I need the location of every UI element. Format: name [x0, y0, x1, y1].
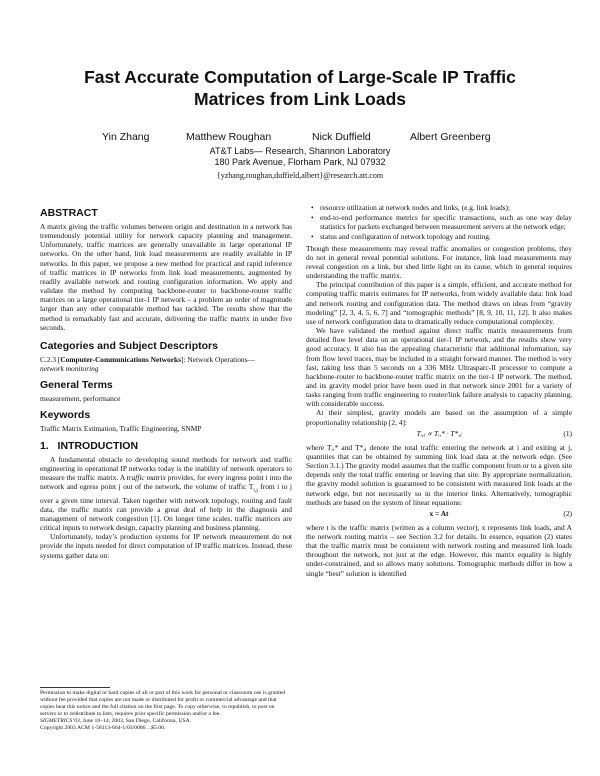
intro-title: INTRODUCTION [57, 439, 139, 452]
author-3: Nick Duffield [312, 131, 371, 143]
equation-1-expression: Tᵢ,ⱼ ∝ Tᵢ,* · T*,ⱼ [416, 428, 462, 438]
author-list [40, 131, 560, 147]
intro-p1-subscript: i,j [253, 487, 258, 494]
title-line-1: Fast Accurate Computation of Large-Scale IP Traffic [84, 67, 516, 87]
author-4: Albert Greenberg [410, 131, 491, 143]
list-item: • status and configuration of network topology and routing. [320, 232, 572, 241]
equation-2 [306, 509, 572, 521]
list-item: • end-to-end performance metrics for specific transactions, such as one way delay statistics for packets exchanged between measurement servers at the network edge; [320, 213, 572, 231]
left-column [40, 203, 292, 560]
body-paragraph-4: At their simplest, gravity models are based on the assumption of a simple proportionality relationship [2, 4]: [306, 408, 572, 427]
categories-rest: ]: Network Operations— [180, 354, 255, 364]
equation-1 [306, 429, 572, 441]
footnote-rule [40, 687, 110, 688]
intro-p1-part-b: provides, for every ingress point i into the network and egress point j out of the network, the volume of traffic T [40, 472, 292, 491]
intro-p1-part-a: A fundamental obstacle to developing sound methods for network and traffic engineering in operational IP networks today is the inability of network operators to measure the traffic matrix. A [40, 454, 292, 482]
equation-1-number: (1) [563, 428, 572, 438]
conference-line [40, 718, 290, 725]
list-item: • resource utilization at network nodes and links, (e.g. link loads); [320, 203, 572, 212]
body-paragraph-1: Though these measurements may reveal traffic anomalies or congestion problems, they do not in general reveal potential solutions. For instance, link load measurements may reveal congestion on a link, but shed little light on its cause, which in general requires understanding the traffic matrix. [306, 243, 572, 281]
affiliation-line-1: AT&T Labs— Research, Shannon Laboratory [209, 146, 391, 156]
abstract-text: A matrix giving the traffic volumes between origin and destination in a network has tremendously potential utility for network capacity planning and management. Unfortunately, traffic matrices are generally unavailable in large operational IP networks. On the other hand, link load measurements are readily available in IP networks. In this paper, we propose a new method for practical and rapid inference of traffic matrices in IP networks from link load measurements, augmented by readily available network and routing configuration information. We apply and validate the method by computing backbone-router to backbone-router traffic matrices on a large operational tier-1 IP network – a problem an order of magnitude larger than any other comparable method has tackled. The results show that the method is remarkably fast and accurate, delivering the traffic matrix in under five seconds. [40, 222, 292, 332]
body-paragraph-6: where t is the traffic matrix (written as a column vector), x represents link loads, and A the network routing matrix – see Section 3.2 for details. In essence, equation (2) states that the traffic matrix must be consistent with network routing and measured link loads throughout the network, not just at the edge. However, this matrix equality is highly under-constrained, and so allows many solutions. Tomographic methods differ in how a single “best” solution is identified [306, 522, 572, 578]
copyright-line: Copyright 2003 ACM 1-58113-664-1/03/0006 ...$5.00. [40, 725, 166, 731]
categories-heading: Categories and Subject Descriptors [40, 339, 218, 352]
permission-footnote [40, 690, 290, 732]
intro-p1-emphasis: traffic matrix [126, 472, 166, 482]
body-paragraph-2: The principal contribution of this paper is a simple, efficient, and accurate method for computing traffic matrix estimates for IP networks, from widely available data: link load and network routing and configuration data. The method draws on ideas from “gravity modeling” [2, 3, 4, 5, 6, 7] and “tomographic methods” [8, 9, 10, 11, 12]. It also makes use of network configuration data to dramatically reduce computational complexity. [306, 280, 572, 326]
keywords-text: Traffic Matrix Estimation, Traffic Engineering, SNMP [40, 424, 202, 434]
intro-heading [40, 440, 292, 453]
affiliation [120, 146, 480, 168]
permission-text: Permission to make digital or hard copies of all or part of this work for personal or classroom use is granted without fee provided that copies are not made or distributed for profit or commercial advantage and that copies bear this notice and the full citation on the first page. To copy otherwise, to republish, to post on servers or to redistribute to lists, requires prior specific permission and/or a fee. [40, 690, 286, 717]
keywords-heading: Keywords [40, 409, 91, 422]
measurement-list [306, 203, 572, 242]
author-emails: {yzhang,roughan,duffield,albert}@research.att.com [216, 171, 384, 180]
body-paragraph-3: We have validated the method against direct traffic matrix measurements from detailed flow level data on an operational tier-1 IP network, and the results show very good accuracy. It also has the appealing characteristic that additional information, say from flow level traces, may be included in a straight forward manner. The method is very fast, taking less than 5 seconds on a 336 MHz Ultrasparc-II processor to compute a backbone-router to backbone-router traffic matrix on the tier-1 IP network. The method, and its gravity model prior have been used in that network since 2001 for a variety of tasks ranging from traffic engineering to router/link failure analysis to capacity planning, with considerable success. [306, 326, 572, 409]
equation-2-expression: x = At [429, 508, 449, 518]
terms-text: measurement, performance [40, 394, 121, 404]
categories-text [40, 355, 292, 373]
title-line-2: Matrices from Link Loads [194, 89, 406, 109]
categories-code: C.2.3 [ [40, 354, 61, 364]
paper-title [40, 66, 560, 110]
conference-name: SIGMETRICS’03, [40, 718, 82, 724]
author-2: Matthew Roughan [186, 131, 272, 143]
intro-paragraph-1 [40, 455, 292, 533]
abstract-heading: ABSTRACT [40, 207, 98, 219]
intro-paragraph-2: Unfortunately, today’s production systems for IP network measurement do not provide the inputs needed for direct computation of IP traffic matrices. Instead, these systems gather data on: [40, 532, 292, 560]
body-paragraph-5: where Tᵢ,* and T*,ⱼ denote the total traffic entering the network at i and exiting at j, quantities that can be obtained by summing link load data at the network edge. (See Section 3.1.) The gravity model assumes that the traffic component from or to a given site depends only the total traffic entering or leaving that site. By appropriate normalization, the gravity model solution is guaranteed to be consistent with measured link loads at the network edge, but not necessarily so in the interior links. Alternatively, tomographic methods are based on the system of linear equations: [306, 442, 572, 507]
intro-p1-part-c: from i to j over a given time interval. Taken together with network topology, routing and fault data, the traffic matrix can provide a great deal of help in the diagnosis and management of network congestion [1]. On longer time scales, traffic matrices are critical inputs to network design, capacity planning and business planning. [40, 481, 292, 533]
equation-2-number: (2) [563, 508, 572, 518]
categories-bold: Computer-Communications Networks [60, 354, 181, 364]
categories-italic: network monitoring [40, 364, 99, 374]
right-column [306, 203, 572, 578]
conference-details: June 10–14, 2003, San Diego, California, USA. [81, 718, 192, 724]
intro-number: 1. [40, 439, 49, 452]
terms-heading: General Terms [40, 379, 113, 392]
affiliation-line-2: 180 Park Avenue, Florham Park, NJ 07932 [214, 157, 386, 167]
author-1: Yin Zhang [102, 131, 150, 143]
